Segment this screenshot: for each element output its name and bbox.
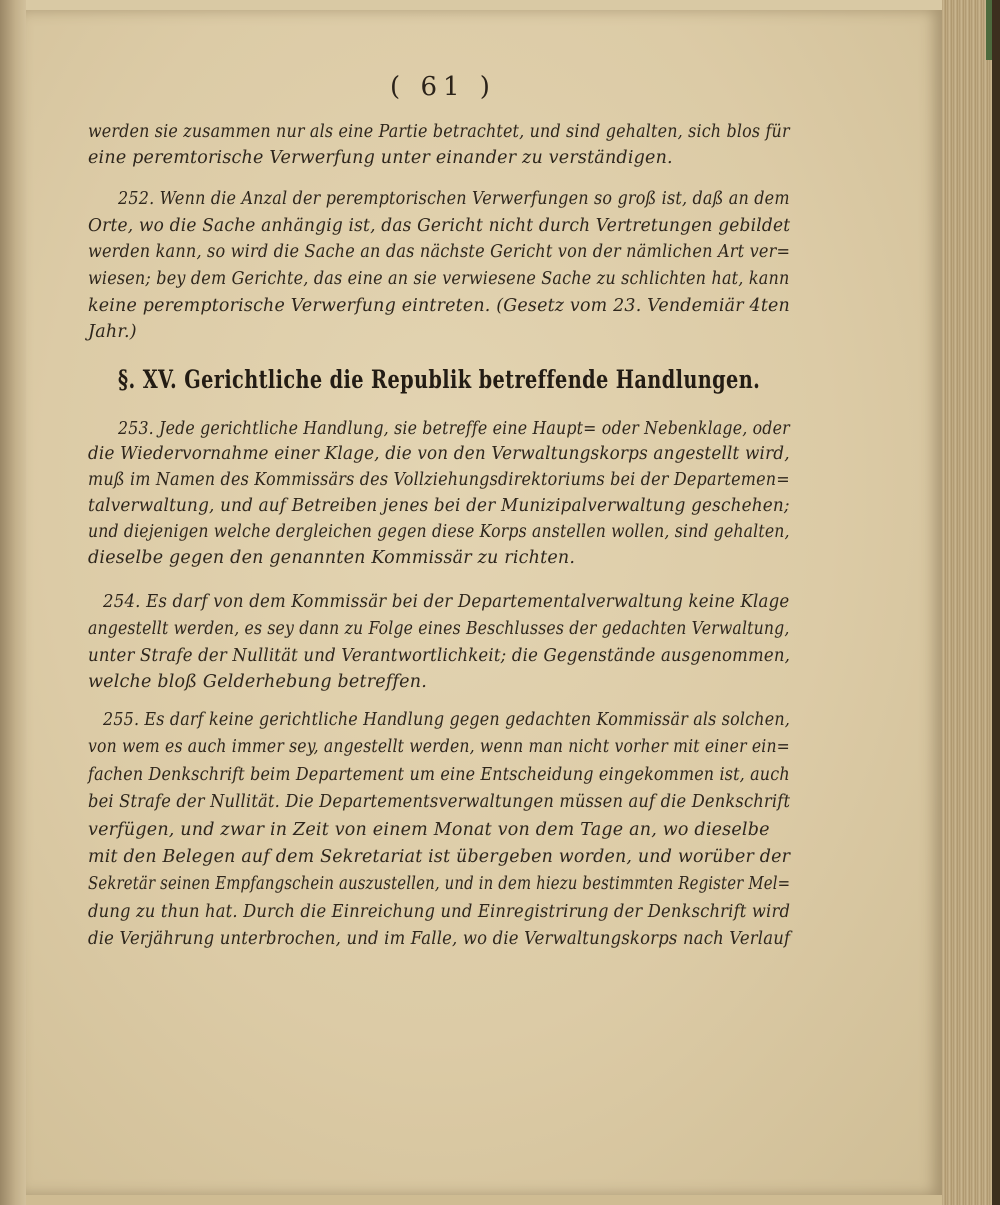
text-line: Jahr.) [88, 322, 137, 342]
text-line: unter Strafe der Nullität und Verantwortlichkeit; die Gegenstände ausgenommen, [88, 646, 791, 666]
text-line: von wem es auch immer sey, angestellt werden, wenn man nicht vorher mit einer ein= [88, 737, 790, 757]
page-stack-edges [942, 0, 1000, 1205]
text-line: 254. Es darf von dem Kommissär bei der Departementalverwaltung keine Klage [103, 592, 790, 612]
text-line: welche bloß Gelderhebung betreffen. [88, 672, 427, 692]
text-line: eine peremtorische Verwerfung unter einander zu verständigen. [88, 148, 673, 168]
text-line: 252. Wenn die Anzal der peremptorischen Verwerfungen so groß ist, daß an dem [118, 189, 790, 209]
text-line: die Verjährung unterbrochen, und im Falle, wo die Verwaltungskorps nach Verlauf [88, 929, 791, 949]
book-gutter [0, 0, 26, 1205]
text-line: talverwaltung, und auf Betreiben jenes bei der Munizipalverwaltung geschehen; [88, 496, 790, 516]
text-line: werden kann, so wird die Sache an das nächste Gericht von der nämlichen Art ver= [88, 242, 791, 262]
text-line: verfügen, und zwar in Zeit von einem Monat von dem Tage an, wo dieselbe [88, 820, 770, 840]
text-line: 253. Jede gerichtliche Handlung, sie betreffe eine Haupt= oder Nebenklage, oder [118, 419, 790, 439]
text-line: dung zu thun hat. Durch die Einreichung und Einregistrirung der Denkschrift wird [88, 902, 791, 922]
text-line: Orte, wo die Sache anhängig ist, das Gericht nicht durch Vertretungen gebildet [88, 216, 791, 236]
text-line: keine peremptorische Verwerfung eintreten. (Gesetz vom 23. Vendemiär 4ten [88, 296, 790, 316]
text-line: fachen Denkschrift beim Departement um eine Entscheidung eingekommen ist, auch [88, 765, 790, 785]
text-line: und diejenigen welche dergleichen gegen diese Korps anstellen wollen, sind gehalten, [88, 522, 790, 542]
text-line: werden sie zusammen nur als eine Partie betrachtet, und sind gehalten, sich blos für [88, 122, 790, 142]
text-line: 255. Es darf keine gerichtliche Handlung gegen gedachten Kommissär als solchen, [103, 710, 791, 730]
page-number: ( 61 ) [390, 72, 496, 102]
text-line: mit den Belegen auf dem Sekretariat ist übergeben worden, und worüber der [88, 847, 791, 867]
text-line: Sekretär seinen Empfangschein auszustellen, und in dem hiezu bestimmten Register Mel= [88, 874, 791, 894]
text-line: muß im Namen des Kommissärs des Vollziehungsdirektoriums bei der Departemen= [88, 470, 790, 490]
section-heading: §. XV. Gerichtliche die Republik betreffende Handlungen. [118, 365, 761, 394]
text-line: wiesen; bey dem Gerichte, das eine an sie verwiesene Sache zu schlichten hat, kann [88, 269, 790, 289]
text-line: dieselbe gegen den genannten Kommissär zu richten. [88, 548, 576, 568]
text-line: angestellt werden, es sey dann zu Folge eines Beschlusses der gedachten Verwaltung, [88, 619, 790, 639]
text-line: die Wiedervornahme einer Klage, die von den Verwaltungskorps angestellt wird, [88, 444, 790, 464]
text-line: bei Strafe der Nullität. Die Departementsverwaltungen müssen auf die Denkschrift [88, 792, 791, 812]
